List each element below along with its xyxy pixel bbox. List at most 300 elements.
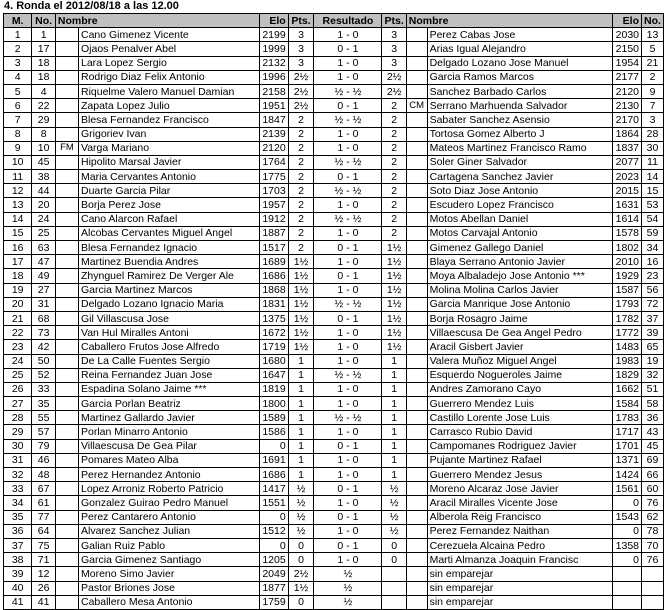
black-points: 1½ xyxy=(382,340,406,354)
white-points: 2½ xyxy=(288,567,314,581)
white-elo: 1847 xyxy=(259,113,288,127)
table-row xyxy=(4,411,664,425)
black-elo: 1954 xyxy=(613,56,642,70)
header-points-2: Pts. xyxy=(382,14,406,28)
white-points: 1½ xyxy=(288,311,314,325)
white-start-number: 46 xyxy=(32,453,56,467)
white-start-number: 26 xyxy=(32,581,56,595)
white-points: 1 xyxy=(288,411,314,425)
white-start-number: 25 xyxy=(32,226,56,240)
table-row xyxy=(4,99,664,113)
white-title xyxy=(55,368,78,382)
game-result: 0 - 1 xyxy=(314,439,382,453)
table-row xyxy=(4,567,664,581)
black-title xyxy=(406,184,427,198)
black-points: 1½ xyxy=(382,283,406,297)
table-row xyxy=(4,155,664,169)
pairings-body xyxy=(4,28,664,610)
game-result: ½ xyxy=(314,581,382,595)
table-row xyxy=(4,553,664,567)
white-points: 2 xyxy=(288,241,314,255)
black-points: 2 xyxy=(382,226,406,240)
black-player-name: Marti Almanza Joaquin Francisc xyxy=(427,553,613,567)
white-start-number: 71 xyxy=(32,553,56,567)
black-points: 0 xyxy=(382,538,406,552)
black-points: 2 xyxy=(382,113,406,127)
white-player-name: Duarte Garcia Pilar xyxy=(78,184,259,198)
board-number: 13 xyxy=(4,198,32,212)
pairings-table xyxy=(3,13,664,610)
black-points: 2½ xyxy=(382,84,406,98)
black-player-name: Castillo Lorente Jose Luis xyxy=(427,411,613,425)
board-number: 34 xyxy=(4,496,32,510)
white-points: 2½ xyxy=(288,70,314,84)
black-player-name: Garcia Manrique Jose Antonio xyxy=(427,297,613,311)
black-player-name: Garcia Ramos Marcos xyxy=(427,70,613,84)
table-row xyxy=(4,297,664,311)
black-start-number: 78 xyxy=(642,524,664,538)
black-start-number: 45 xyxy=(642,439,664,453)
black-start-number: 2 xyxy=(642,70,664,84)
black-start-number: 59 xyxy=(642,226,664,240)
black-points xyxy=(382,581,406,595)
white-start-number: 49 xyxy=(32,269,56,283)
game-result: 1 - 0 xyxy=(314,397,382,411)
white-title xyxy=(55,425,78,439)
white-title xyxy=(55,326,78,340)
black-start-number: 3 xyxy=(642,113,664,127)
white-elo: 1868 xyxy=(259,283,288,297)
white-elo: 1686 xyxy=(259,269,288,283)
game-result: ½ - ½ xyxy=(314,184,382,198)
white-start-number: 18 xyxy=(32,70,56,84)
black-points: 1 xyxy=(382,425,406,439)
black-start-number: 15 xyxy=(642,184,664,198)
black-player-name: Blaya Serrano Antonio Javier xyxy=(427,255,613,269)
black-points: 1½ xyxy=(382,326,406,340)
black-title xyxy=(406,553,427,567)
white-elo: 1517 xyxy=(259,241,288,255)
white-player-name: Porlan Minarro Antonio xyxy=(78,425,259,439)
white-points: 1½ xyxy=(288,255,314,269)
white-elo: 1512 xyxy=(259,524,288,538)
white-title xyxy=(55,127,78,141)
black-points: 1 xyxy=(382,382,406,396)
white-player-name: Varga Mariano xyxy=(78,141,259,155)
black-elo: 1802 xyxy=(613,241,642,255)
board-number: 18 xyxy=(4,269,32,283)
black-points: 1½ xyxy=(382,297,406,311)
black-player-name: sin emparejar xyxy=(427,595,613,609)
black-player-name: Esquerdo Nogueroles Jaime xyxy=(427,368,613,382)
black-title xyxy=(406,283,427,297)
white-player-name: Perez Cantarero Antonio xyxy=(78,510,259,524)
white-title xyxy=(55,269,78,283)
black-player-name: Arias Igual Alejandro xyxy=(427,42,613,56)
white-title xyxy=(55,496,78,510)
black-start-number: 53 xyxy=(642,198,664,212)
game-result: ½ - ½ xyxy=(314,212,382,226)
white-points: 2 xyxy=(288,170,314,184)
white-points: 2½ xyxy=(288,99,314,113)
black-title xyxy=(406,468,427,482)
white-start-number: 1 xyxy=(32,28,56,42)
game-result: 0 - 1 xyxy=(314,42,382,56)
black-start-number: 60 xyxy=(642,482,664,496)
black-start-number: 30 xyxy=(642,141,664,155)
black-points: 1½ xyxy=(382,255,406,269)
white-start-number: 63 xyxy=(32,241,56,255)
white-start-number: 33 xyxy=(32,382,56,396)
white-title xyxy=(55,70,78,84)
white-player-name: Reina Fernandez Juan Jose xyxy=(78,368,259,382)
black-player-name: sin emparejar xyxy=(427,567,613,581)
white-start-number: 50 xyxy=(32,354,56,368)
black-player-name: Gimenez Gallego Daniel xyxy=(427,241,613,255)
white-start-number: 22 xyxy=(32,99,56,113)
white-start-number: 68 xyxy=(32,311,56,325)
black-elo: 1587 xyxy=(613,283,642,297)
black-elo: 1631 xyxy=(613,198,642,212)
black-points: 1 xyxy=(382,368,406,382)
black-title xyxy=(406,127,427,141)
board-number: 33 xyxy=(4,482,32,496)
black-title xyxy=(406,595,427,609)
board-number: 15 xyxy=(4,226,32,240)
game-result: 0 - 1 xyxy=(314,269,382,283)
white-start-number: 52 xyxy=(32,368,56,382)
game-result: ½ - ½ xyxy=(314,155,382,169)
white-start-number: 17 xyxy=(32,42,56,56)
white-player-name: Garcia Gimenez Santiago xyxy=(78,553,259,567)
black-start-number: 76 xyxy=(642,496,664,510)
black-elo: 1864 xyxy=(613,127,642,141)
white-player-name: Villaescusa De Gea Pilar xyxy=(78,439,259,453)
white-player-name: Caballero Frutos Jose Alfredo xyxy=(78,340,259,354)
black-title xyxy=(406,354,427,368)
black-points: 1 xyxy=(382,439,406,453)
white-elo: 1996 xyxy=(259,70,288,84)
white-title xyxy=(55,510,78,524)
header-name: Nombre xyxy=(55,14,259,28)
white-start-number: 73 xyxy=(32,326,56,340)
white-points: 1 xyxy=(288,368,314,382)
white-title xyxy=(55,439,78,453)
white-elo: 1205 xyxy=(259,553,288,567)
black-start-number: 37 xyxy=(642,311,664,325)
white-player-name: Blesa Fernandez Francisco xyxy=(78,113,259,127)
black-title xyxy=(406,56,427,70)
game-result: 1 - 0 xyxy=(314,141,382,155)
header-elo-2: Elo xyxy=(613,14,642,28)
white-player-name: Gonzalez Guirao Pedro Manuel xyxy=(78,496,259,510)
black-start-number: 9 xyxy=(642,84,664,98)
black-title xyxy=(406,581,427,595)
black-elo: 1793 xyxy=(613,297,642,311)
black-player-name: Borja Rosagro Jaime xyxy=(427,311,613,325)
black-start-number: 72 xyxy=(642,297,664,311)
white-points: 3 xyxy=(288,42,314,56)
black-player-name: Aracil Gisbert Javier xyxy=(427,340,613,354)
white-points: ½ xyxy=(288,524,314,538)
black-start-number: 21 xyxy=(642,56,664,70)
round-title: 4. Ronda el 2012/08/18 a las 12.00 xyxy=(4,0,179,12)
black-points: 2 xyxy=(382,127,406,141)
game-result: ½ - ½ xyxy=(314,368,382,382)
white-points: 2 xyxy=(288,113,314,127)
white-points: 2 xyxy=(288,155,314,169)
white-player-name: Borja Perez Jose xyxy=(78,198,259,212)
game-result: 1 - 0 xyxy=(314,425,382,439)
black-player-name: Cerezuela Alcaina Pedro xyxy=(427,538,613,552)
white-elo: 1759 xyxy=(259,595,288,609)
black-player-name: Sabater Sanchez Asensio xyxy=(427,113,613,127)
game-result: 1 - 0 xyxy=(314,354,382,368)
black-title: CM xyxy=(406,99,427,113)
white-start-number: 67 xyxy=(32,482,56,496)
black-player-name: Moya Albaladejo Jose Antonio *** xyxy=(427,269,613,283)
game-result: ½ - ½ xyxy=(314,84,382,98)
white-elo: 1800 xyxy=(259,397,288,411)
white-elo: 2132 xyxy=(259,56,288,70)
game-result: 1 - 0 xyxy=(314,226,382,240)
game-result: 1 - 0 xyxy=(314,453,382,467)
game-result: 0 - 1 xyxy=(314,311,382,325)
board-number: 21 xyxy=(4,311,32,325)
game-result: 1 - 0 xyxy=(314,28,382,42)
black-points: 1½ xyxy=(382,269,406,283)
black-elo: 2150 xyxy=(613,42,642,56)
white-title xyxy=(55,524,78,538)
black-start-number: 56 xyxy=(642,283,664,297)
black-title xyxy=(406,397,427,411)
black-start-number: 5 xyxy=(642,42,664,56)
white-player-name: Gil Villascusa Jose xyxy=(78,311,259,325)
table-row xyxy=(4,255,664,269)
table-row xyxy=(4,56,664,70)
board-number: 22 xyxy=(4,326,32,340)
black-player-name: Escudero Lopez Francisco xyxy=(427,198,613,212)
table-row xyxy=(4,226,664,240)
white-player-name: Garcia Martinez Marcos xyxy=(78,283,259,297)
white-start-number: 10 xyxy=(32,141,56,155)
white-title xyxy=(55,538,78,552)
black-start-number: 36 xyxy=(642,411,664,425)
black-title xyxy=(406,255,427,269)
board-number: 5 xyxy=(4,84,32,98)
game-result: 1 - 0 xyxy=(314,524,382,538)
white-title xyxy=(55,84,78,98)
black-title xyxy=(406,524,427,538)
header-number-2: No. xyxy=(642,14,664,28)
black-elo: 2077 xyxy=(613,155,642,169)
black-player-name: Alberola Reig Francisco xyxy=(427,510,613,524)
black-title xyxy=(406,382,427,396)
white-start-number: 47 xyxy=(32,255,56,269)
board-number: 11 xyxy=(4,170,32,184)
table-row xyxy=(4,326,664,340)
black-points: 2 xyxy=(382,170,406,184)
game-result: ½ - ½ xyxy=(314,297,382,311)
white-start-number: 18 xyxy=(32,56,56,70)
white-title xyxy=(55,28,78,42)
white-start-number: 4 xyxy=(32,84,56,98)
black-title xyxy=(406,453,427,467)
header-row xyxy=(4,14,664,28)
black-elo: 2015 xyxy=(613,184,642,198)
black-title xyxy=(406,70,427,84)
white-elo: 1703 xyxy=(259,184,288,198)
black-player-name: Aracil Miralles Vicente Jose xyxy=(427,496,613,510)
black-elo xyxy=(613,581,642,595)
black-points: 3 xyxy=(382,28,406,42)
white-points: 1 xyxy=(288,453,314,467)
white-points: 2 xyxy=(288,184,314,198)
white-title xyxy=(55,241,78,255)
black-player-name: Perez Fernandez Naithan xyxy=(427,524,613,538)
game-result: ½ xyxy=(314,567,382,581)
game-result: ½ xyxy=(314,595,382,609)
white-title xyxy=(55,226,78,240)
black-title xyxy=(406,212,427,226)
black-points: 1 xyxy=(382,453,406,467)
table-row xyxy=(4,212,664,226)
white-elo: 1887 xyxy=(259,226,288,240)
black-start-number: 65 xyxy=(642,340,664,354)
white-elo: 1586 xyxy=(259,425,288,439)
white-title xyxy=(55,184,78,198)
white-elo: 0 xyxy=(259,538,288,552)
black-points xyxy=(382,567,406,581)
white-player-name: Garcia Porlan Beatriz xyxy=(78,397,259,411)
black-elo: 1424 xyxy=(613,468,642,482)
game-result: 1 - 0 xyxy=(314,56,382,70)
black-start-number: 43 xyxy=(642,425,664,439)
black-title xyxy=(406,170,427,184)
black-start-number xyxy=(642,581,664,595)
game-result: 1 - 0 xyxy=(314,198,382,212)
white-points: 1 xyxy=(288,425,314,439)
black-elo: 1782 xyxy=(613,311,642,325)
table-row xyxy=(4,468,664,482)
header-elo: Elo xyxy=(259,14,288,28)
black-player-name: Moreno Alcaraz Jose Javier xyxy=(427,482,613,496)
black-title xyxy=(406,496,427,510)
white-elo: 1957 xyxy=(259,198,288,212)
black-points: ½ xyxy=(382,510,406,524)
table-row xyxy=(4,311,664,325)
white-player-name: Cano Alarcon Rafael xyxy=(78,212,259,226)
black-title xyxy=(406,567,427,581)
table-row xyxy=(4,241,664,255)
white-points: 1 xyxy=(288,468,314,482)
white-points: 2 xyxy=(288,226,314,240)
white-elo: 2049 xyxy=(259,567,288,581)
black-elo: 1561 xyxy=(613,482,642,496)
game-result: 0 - 1 xyxy=(314,538,382,552)
table-row xyxy=(4,397,664,411)
header-result: Resultado xyxy=(314,14,382,28)
white-player-name: Moreno Simo Javier xyxy=(78,567,259,581)
board-number: 27 xyxy=(4,397,32,411)
black-points: ½ xyxy=(382,524,406,538)
board-number: 1 xyxy=(4,28,32,42)
black-title xyxy=(406,269,427,283)
white-elo: 1375 xyxy=(259,311,288,325)
white-elo: 1689 xyxy=(259,255,288,269)
board-number: 30 xyxy=(4,439,32,453)
black-elo: 1614 xyxy=(613,212,642,226)
game-result: ½ - ½ xyxy=(314,411,382,425)
table-row xyxy=(4,510,664,524)
black-elo: 2130 xyxy=(613,99,642,113)
white-points: 2½ xyxy=(288,84,314,98)
white-player-name: Pastor Briones Jose xyxy=(78,581,259,595)
black-title xyxy=(406,113,427,127)
white-title xyxy=(55,553,78,567)
black-elo: 0 xyxy=(613,553,642,567)
white-start-number: 48 xyxy=(32,468,56,482)
game-result: 0 - 1 xyxy=(314,241,382,255)
white-points: ½ xyxy=(288,510,314,524)
white-player-name: Maria Cervantes Antonio xyxy=(78,170,259,184)
white-title xyxy=(55,595,78,609)
white-player-name: Blesa Fernandez Ignacio xyxy=(78,241,259,255)
black-title xyxy=(406,411,427,425)
white-start-number: 79 xyxy=(32,439,56,453)
black-start-number: 51 xyxy=(642,382,664,396)
white-start-number: 44 xyxy=(32,184,56,198)
black-points: 1 xyxy=(382,354,406,368)
table-row xyxy=(4,198,664,212)
black-start-number: 76 xyxy=(642,553,664,567)
white-elo: 1912 xyxy=(259,212,288,226)
black-player-name: Sanchez Barbado Carlos xyxy=(427,84,613,98)
game-result: 1 - 0 xyxy=(314,382,382,396)
board-number: 23 xyxy=(4,340,32,354)
board-number: 39 xyxy=(4,567,32,581)
white-points: ½ xyxy=(288,496,314,510)
white-player-name: Delgado Lozano Ignacio Maria xyxy=(78,297,259,311)
white-points: 1 xyxy=(288,354,314,368)
table-row xyxy=(4,538,664,552)
white-start-number: 27 xyxy=(32,283,56,297)
black-title xyxy=(406,84,427,98)
black-elo xyxy=(613,595,642,609)
white-start-number: 20 xyxy=(32,198,56,212)
black-title xyxy=(406,368,427,382)
black-points: 1½ xyxy=(382,241,406,255)
white-title xyxy=(55,354,78,368)
white-points: 1½ xyxy=(288,340,314,354)
black-elo: 1783 xyxy=(613,411,642,425)
board-number: 38 xyxy=(4,553,32,567)
black-player-name: Delgado Lozano Jose Manuel xyxy=(427,56,613,70)
table-row xyxy=(4,70,664,84)
black-points: 2 xyxy=(382,198,406,212)
white-title xyxy=(55,411,78,425)
table-row xyxy=(4,482,664,496)
black-elo: 2177 xyxy=(613,70,642,84)
white-elo: 2120 xyxy=(259,141,288,155)
white-elo: 0 xyxy=(259,510,288,524)
white-points: 2 xyxy=(288,141,314,155)
white-start-number: 42 xyxy=(32,340,56,354)
white-start-number: 38 xyxy=(32,170,56,184)
black-title xyxy=(406,198,427,212)
white-points: 1 xyxy=(288,439,314,453)
board-number: 16 xyxy=(4,241,32,255)
